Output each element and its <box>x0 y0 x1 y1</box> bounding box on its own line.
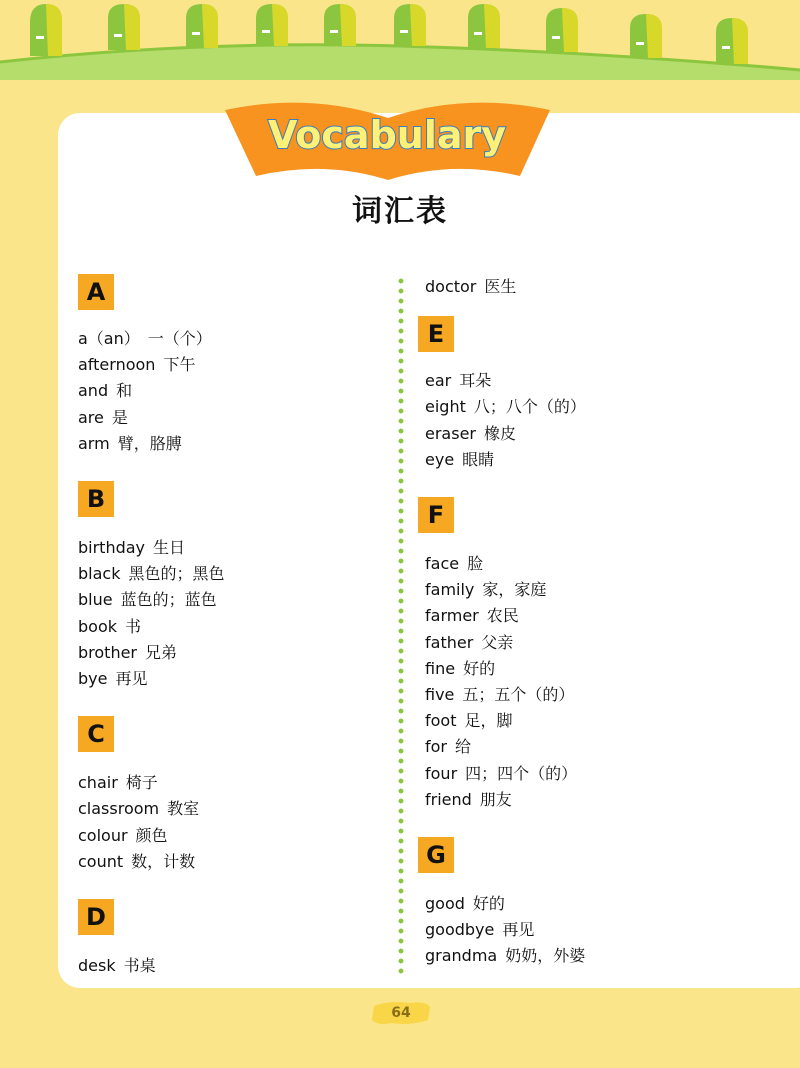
leaf-icon <box>468 4 500 48</box>
leaf-icon <box>108 4 140 50</box>
leaf-icon <box>324 4 356 46</box>
section-letter-f: F <box>418 497 454 533</box>
section-letter-b: B <box>78 481 114 517</box>
leaf-icon <box>630 14 662 58</box>
list-item: goodbye 再见 <box>425 920 535 940</box>
leaf-banner <box>0 0 800 80</box>
list-item: eye 眼睛 <box>425 449 495 469</box>
list-item: afternoon 下午 <box>78 355 196 375</box>
list-item: are 是 <box>78 407 128 427</box>
section-letter-a: A <box>78 274 114 310</box>
list-item: foot 足，脚 <box>425 711 513 731</box>
title-en: Vocabulary <box>267 113 507 157</box>
section-letter-c: C <box>78 716 114 752</box>
list-item: family 家，家庭 <box>425 580 547 600</box>
column-divider <box>398 276 404 976</box>
list-item: count 数，计数 <box>78 851 196 871</box>
leaf-icon <box>546 8 578 52</box>
list-item: desk 书桌 <box>78 956 156 976</box>
list-item: book 书 <box>78 616 142 636</box>
list-item: face 脸 <box>425 554 484 574</box>
list-item: farmer 农民 <box>425 606 519 626</box>
list-item: black 黑色的；黑色 <box>78 564 225 584</box>
list-item: good 好的 <box>425 894 505 914</box>
list-item: father 父亲 <box>425 632 514 652</box>
list-item: colour 颜色 <box>78 825 168 845</box>
list-item: ear 耳朵 <box>425 371 492 391</box>
list-item: brother 兄弟 <box>78 642 178 662</box>
list-item: five 五；五个（的） <box>425 685 575 705</box>
list-item: arm 臂，胳膊 <box>78 433 182 453</box>
list-item: blue 蓝色的；蓝色 <box>78 590 217 610</box>
section-letter-d: D <box>78 899 114 935</box>
leaf-icon <box>716 18 748 64</box>
list-item: eight 八；八个（的） <box>425 397 586 417</box>
list-item: friend 朋友 <box>425 789 512 809</box>
page-number-badge <box>370 998 432 1028</box>
left-column <box>78 274 224 979</box>
list-item: bye 再见 <box>78 669 148 689</box>
section-letter-e: E <box>418 316 454 352</box>
list-item: grandma 奶奶，外婆 <box>425 946 586 966</box>
page-title: 词汇表 <box>352 194 448 229</box>
page-number: 64 <box>391 1005 411 1021</box>
list-item: fine 好的 <box>425 658 496 678</box>
leaf-icon <box>256 4 288 46</box>
list-item: doctor 医生 <box>425 277 517 296</box>
leaf-icon <box>186 4 218 48</box>
list-item: four 四；四个（的） <box>425 763 578 783</box>
right-column <box>425 274 586 970</box>
leaf-icon <box>30 4 62 56</box>
list-item: a（an） 一（个） <box>78 329 212 348</box>
list-item: and 和 <box>78 381 133 401</box>
section-letter-g: G <box>418 837 454 873</box>
list-item: classroom 教室 <box>78 799 200 819</box>
list-item: birthday 生日 <box>78 538 186 558</box>
title-ribbon <box>220 96 555 184</box>
list-item: eraser 橡皮 <box>425 423 516 443</box>
list-item: chair 椅子 <box>78 773 158 793</box>
list-item: for 给 <box>425 737 472 757</box>
leaf-icon <box>394 4 426 46</box>
